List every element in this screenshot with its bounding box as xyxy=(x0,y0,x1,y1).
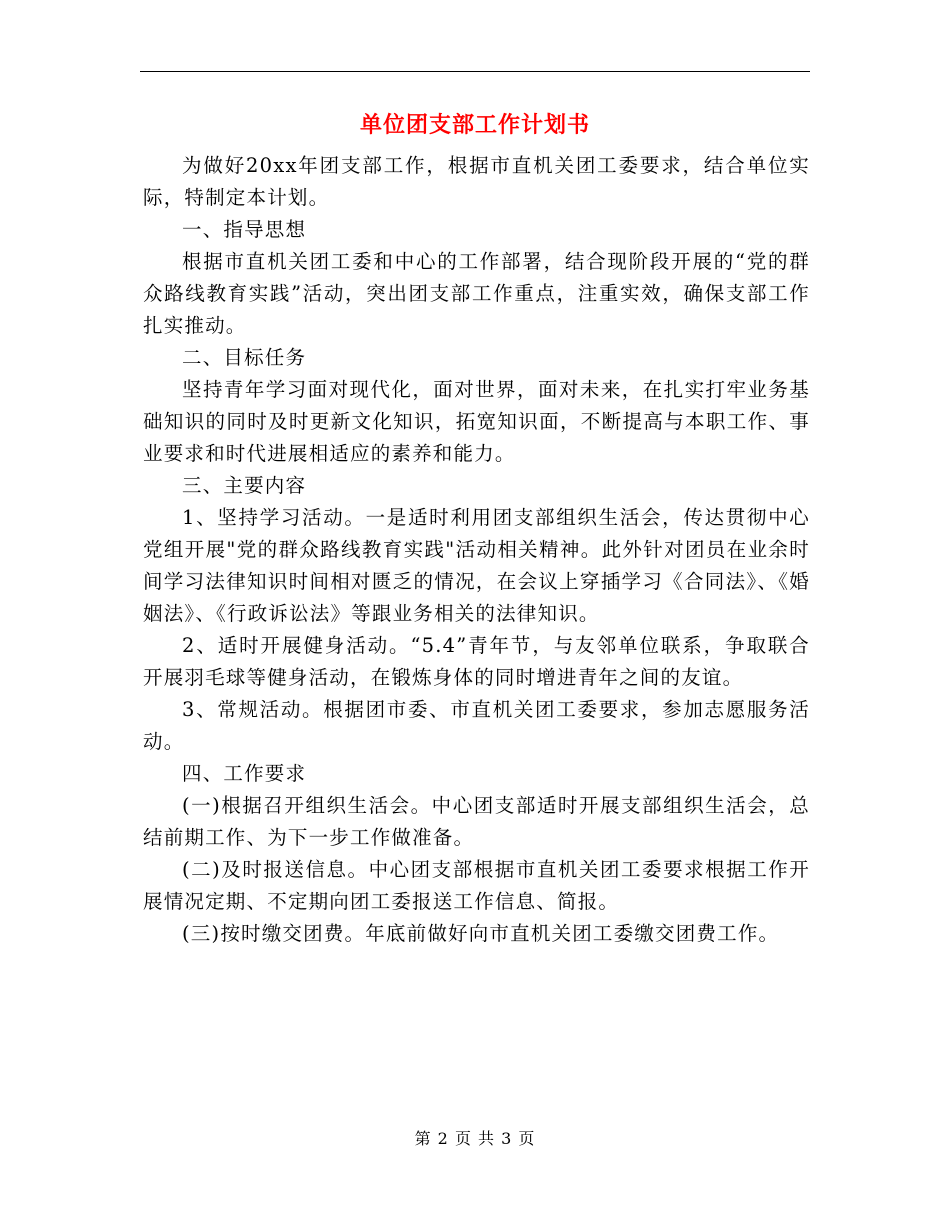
paragraph-guiding-thought: 根据市直机关团工委和中心的工作部署，结合现阶段开展的“党的群众路线教育实践”活动，突出团支部工作重点，注重实效，确保支部工作扎实推动。 xyxy=(143,250,810,337)
paragraph-content-3: 3、常规活动。根据团市委、市直机关团工委要求，参加志愿服务活动。 xyxy=(143,698,810,753)
section-heading-3: 三、主要内容 xyxy=(182,474,307,497)
paragraph-intro: 为做好20xx年团支部工作，根据市直机关团工委要求，结合单位实际，特制定本计划。 xyxy=(143,154,810,209)
document-body xyxy=(143,150,810,950)
page-number: 第 2 页 共 3 页 xyxy=(414,1129,536,1148)
paragraph-content-1: 1、坚持学习活动。一是适时利用团支部组织生活会，传达贯彻中心党组开展"党的群众路线教育实践"活动相关精神。此外针对团员在业余时间学习法律知识时间相对匮乏的情况，在会议上穿插学习《合同法》、《婚姻法》、《行政诉讼法》等跟业务相关的法律知识。 xyxy=(143,506,810,625)
paragraph-requirement-2: (二)及时报送信息。中心团支部根据市直机关团工委要求根据工作开展情况定期、不定期向团工委报送工作信息、简报。 xyxy=(143,858,810,913)
section-heading-1: 一、指导思想 xyxy=(182,218,307,241)
paragraph-requirement-3: (三)按时缴交团费。年底前做好向市直机关团工委缴交团费工作。 xyxy=(182,922,780,945)
paragraph-goals: 坚持青年学习面对现代化，面对世界，面对未来，在扎实打牢业务基础知识的同时及时更新文化知识，拓宽知识面，不断提高与本职工作、事业要求和时代进展相适应的素养和能力。 xyxy=(143,378,810,465)
section-heading-2: 二、目标任务 xyxy=(182,346,307,369)
paragraph-requirement-1: (一)根据召开组织生活会。中心团支部适时开展支部组织生活会，总结前期工作、为下一步工作做准备。 xyxy=(143,794,810,849)
header-rule xyxy=(140,71,810,72)
section-heading-4: 四、工作要求 xyxy=(182,762,307,785)
paragraph-content-2: 2、适时开展健身活动。“5.4”青年节，与友邻单位联系，争取联合开展羽毛球等健身活动，在锻炼身体的同时增进青年之间的友谊。 xyxy=(143,634,810,689)
document-title: 单位团支部工作计划书 xyxy=(359,112,590,138)
